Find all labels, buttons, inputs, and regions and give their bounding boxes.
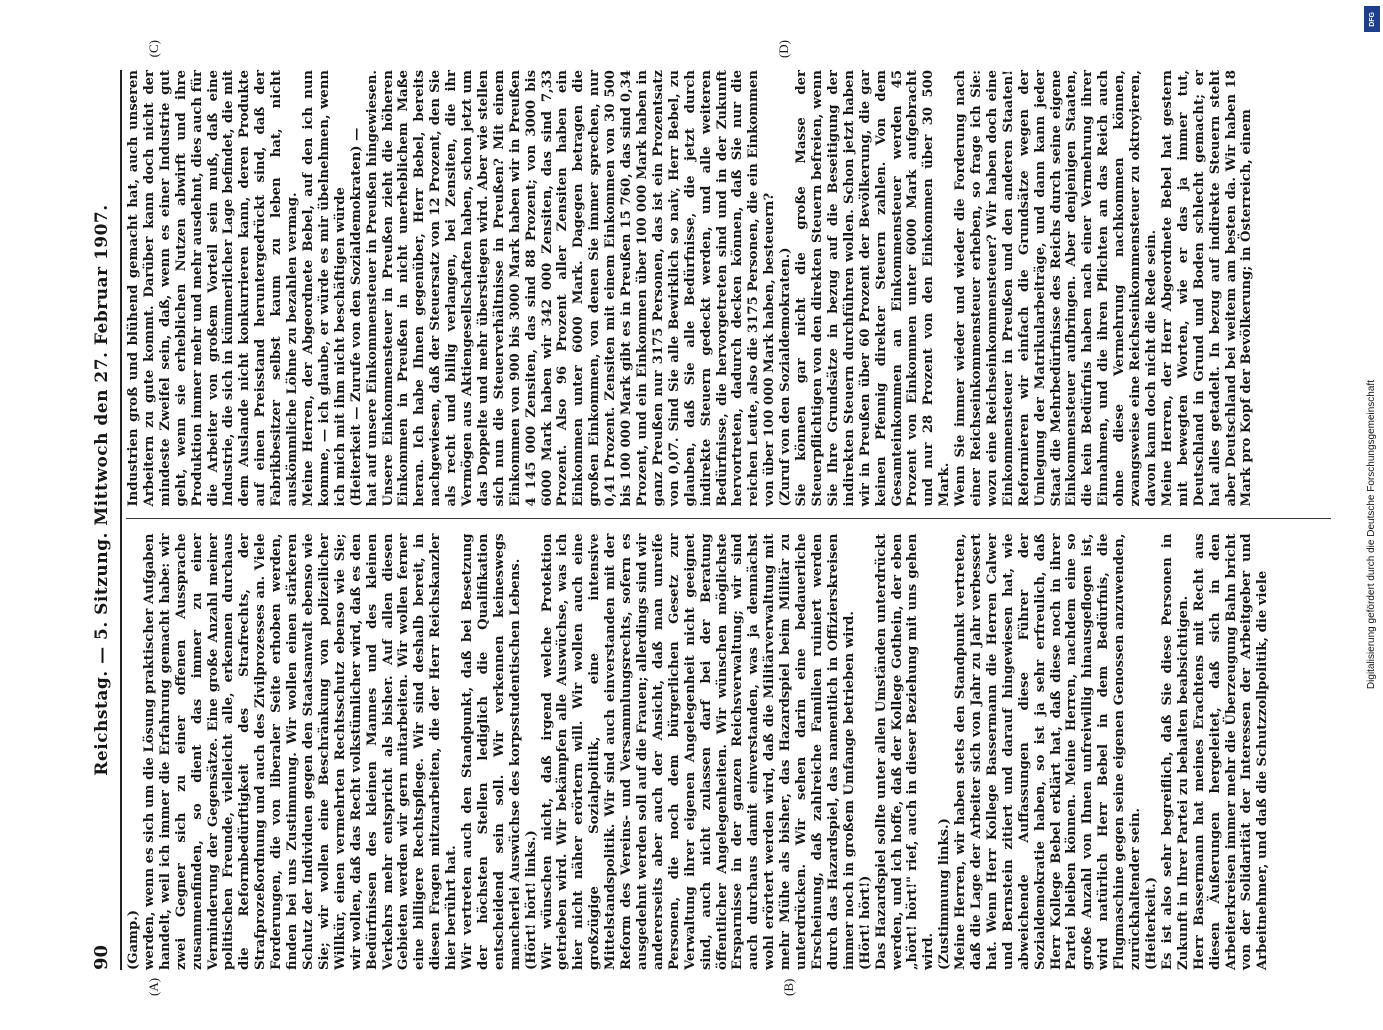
newspaper-page (85, 40, 1340, 1000)
column-right (126, 40, 1331, 520)
digitization-credit-text: Digitalisierung gefördert durch die Deutsche Forschungsgemeinschaft (1365, 380, 1377, 690)
dfg-logo-text: DFG (1368, 11, 1376, 27)
page-header (91, 70, 122, 970)
margin-marker-d: (D) (776, 40, 791, 59)
column-text-left: (Gamp.) werden, wenn es sich um die Lösung praktischer Aufgaben handelt, weil ich immer die Erfahrung gemacht habe: wir zwei Gegner sich zu einer offenen Aussprache zusammenfinden, so dient das immer zu einer Verminderung der Gegensätze. Eine große Anzahl meiner politischen Freunde, vielleicht alle, erkennen durchaus die Reformbedürftigkeit des Strafrechts, der Strafprozeßordnung und auch des Zivilprozesses an. Viele Forderungen, die von liberaler Seite erhoben werden, finden bei uns Zustimmung. Wir wollen einen stärkeren Schutz der Individuen gegen den Staatsanwalt ebenso wie Sie; wir wollen eine Beschränkung von polizeilicher Willkür, einen vermehrten Rechtsschutz ebenso wie Sie; wir wollen, daß das Recht volkstümlicher wird, daß es den Bedürfnissen des kleinen Mannes und des kleinen Verkehrs mehr entspricht als bisher. Auf allen diesen Gebieten werden wir gern mitarbeiten. Wir wollen ferner eine billigere Rechtspflege. Wir sind deshalb bereit, in diesen Fragen mitzuarbeiten, die der Herr Reichskanzler hier berührt hat. Wir vertreten auch den Standpunkt, daß bei Besetzung der höchsten Stellen lediglich die Qualifikation entscheidend sein soll. Wir verkennen keineswegs mancherlei Auswüchse des korpsstudentischen Lebens. (Hört! hört! links.) Wir wünschen nicht, daß irgend welche Protektion getrieben wird. Wir bekämpfen alle Auswüchse, was ich hier nicht näher erörtern will. Wir wollen auch eine großzügige Sozialpolitik, eine intensive Mittelstandspolitik. Wir sind auch einverstanden mit der Reform des Vereins- und Versammlungsrechts, sofern es ausgedehnt werden soll auf die Frauen; allerdings sind wir andererseits aber auch der Ansicht, daß man unreife Personen, die noch dem bürgerlichen Gesetz zur Verwaltung ihrer eigenen Angelegenheit nicht geeignet sind, auch nicht zulassen darf bei der Beratung öffentlicher Angelegenheiten. Wir wünschen möglichste Ersparnisse in der ganzen Reichsverwaltung; wir sind auch durchaus damit einverstanden, was ja demnächst wohl erörtert werden wird, daß die Militärverwaltung mit mehr Mühe als bisher, das Hazardspiel beim Militär zu unterdrücken. Wir sehen darin eine bedauerliche Erscheinung, daß zahlreiche Familien ruiniert werden durch das Hazardspiel, das namentlich in Offizierskreisen immer noch in großem Umfange betrieben wird. (Hört! hört!) Das Hazardspiel sollte unter allen Umständen unterdrückt werden, und ich hoffe, daß der Kollege Gothein, der eben „hört! hört!" rief, auch in dieser Beziehung mit uns gehen wird. (Zustimmung links.) Meine Herren, wir haben stets den Standpunkt vertreten, daß die Lage der Arbeiter sich von Jahr zu Jahr verbessert hat. Wenn Herr Kollege Bassermann die Herren Calwer und Bernstein zitiert und darauf hingewiesen hat, wie abweichende Auffassungen diese Führer der Sozialdemokratie haben, so ist ja sehr erfreulich, daß Herr Kollege Bebel erklärt hat, daß diese noch in ihrer Partei bleiben können. Meine Herren, nachdem eine so große Anzahl von Ihnen unfreiwillig hinausgeflogen ist, wird natürlich Herr Bebel in dem Bedürfnis, die Flugmaschine gegen seine eigenen Genossen anzuwenden, zurückhaltender sein. (Heiterkeit.) Es ist also sehr begreiflich, daß Sie diese Personen in Zukunft in Ihrer Partei zu behalten beabsichtigen. Herr Bassermann hat meines Erachtens mit Recht aus diesen Äußerungen hergeleitet, daß sich in den Arbeiterkreisen immer mehr die Überzeugung Bahn bricht von der Solidarität der Interessen der Arbeitgeber und Arbeitnehmer, und daß die Schutzzollpolitik, die viele (126, 533, 1271, 970)
page-number: 90 (91, 944, 112, 970)
dfg-logo (1364, 6, 1380, 32)
column-text-right: Industrien groß und blühend gemacht hat, auch unseren Arbeitern zu gute kommt. Darüber kann doch nicht der mindeste Zweifel sein, daß, wenn es einer Industrie gut geht, wenn sie erheblichen Nutzen abwirft und ihre Produktion immer mehr und mehr ausdehnt, dies auch für die Arbeiter von großem Vorteil sein muß, daß eine Industrie, die sich in kümmerlicher Lage befindet, die mit dem Auslande nicht konkurrieren kann, deren Produkte auf einen Preisstand heruntergedrückt sind, daß der Fabrikbesitzer selbst kaum zu leben hat, nicht auskömmliche Löhne zu bezahlen vermag. Meine Herren, der Abgeordnete Bebel, auf den ich nun komme, — ich glaube, er würde es mir übelnehmen, wenn ich mich mit ihm nicht beschäftigen würde (Heiterkeit — Zurufe von den Sozialdemokraten) — hat auf unsere Einkommensteuer in Preußen hingewiesen. Unsere Einkommensteuer in Preußen zieht die höheren Einkommen in Preußen in nicht unerheblichem Maße heran. Ich habe Ihnen gegenüber, Herr Bebel, bereits nachgewiesen, daß der Steuersatz von 12 Prozent, den Sie als recht und billig verlangen, bei Zensiten, die ihr Vermögen aus Aktiengesellschaften haben, schon jetzt um das Doppelte und mehr überstiegen wird. Aber wie stellen sich nun die Steuerverhältnisse in Preußen? Mit einem Einkommen von 900 bis 3000 Mark haben wir in Preußen 4 145 000 Zensiten, das sind 88 Prozent; von 3000 bis 6000 Mark haben wir 342 000 Zensiten, das sind 7,33 Prozent. Also 96 Prozent aller Zensiten haben ein Einkommen unter 6000 Mark. Dagegen betragen die großen Einkommen, von denen Sie immer sprechen, nur 0,41 Prozent. Zensiten mit einem Einkommen von 30 500 bis 100 000 Mark gibt es in Preußen 15 760, das sind 0,34 Prozent, und ein Einkommen über 100 000 Mark haben in ganz Preußen nur 3175 Personen, das ist ein Prozentsatz von 0,07. Sind Sie alle Bewirklich so naiv, Herr Bebel, zu glauben, daß Sie alle Bedürfnisse, die jetzt durch indirekte Steuern gedeckt werden, und alle weiteren Bedürfnisse, die hervorgetreten sind und in der Zukunft hervortreten, dadurch decken können, daß Sie nur die reichen Leute, also die 3175 Personen, die ein Einkommen von über 100 000 Mark haben, besteuern? (Zuruf von den Sozialdemokraten.) Sie können gar nicht die große Masse der Steuerpflichtigen von den direkten Steuern befreien, wenn Sie Ihre Grundsätze in bezug auf die Beseitigung der indirekten Steuern durchführen wollen. Schon jetzt haben wir in Preußen über 60 Prozent der Bevölkerung, die gar keinen Pfennig direkter Steuern zahlen. Von dem Gesamteinkommen an Einkommensteuer werden 45 Prozent von Einkommen unter 6000 Mark aufgebracht und nur 28 Prozent von den Einkommen über 30 500 Mark. Wenn Sie immer wieder und wieder die Forderung nach einer Reichseinkommensteuer erheben, so frage ich Sie: wozu eine Reichseinkommensteuer? Wir haben doch eine Einkommensteuer in Preußen und den anderen Staaten! Reformieren wir einfach die Grundsätze wegen der Umlegung der Matrikularbeiträge, und dann kann jeder Staat die Mehrbedürfnisse des Reichs durch seine eigene Einkommensteuer aufbringen. Aber denjenigen Staaten, die kein Bedürfnis haben nach einer Vermehrung ihrer Einnahmen, und die ihren Pflichten an das Reich auch ohne diese Vermehrung nachkommen können, zwangsweise eine Reichseinkommensteuer zu oktroyieren, davon kann doch nicht die Rede sein. Meine Herren, der Herr Abgeordnete Bebel hat gestern mit bewegten Worten, wie er das ja immer tut, Deutschland in Grund und Boden schlecht gemacht; er hat alles getadelt. In bezug auf indirekte Steuern steht aber Deutschland bei weitem am besten da. Wir haben 18 Mark pro Kopf der Bevölkerung; in Österreich, einem (126, 70, 1255, 507)
running-head: Reichstag. — 5. Sitzung. Mittwoch den 27. Februar 1907. (92, 204, 112, 776)
margin-marker-b: (B) (781, 978, 796, 996)
digitization-credit (1363, 40, 1379, 1030)
margin-marker-a: (A) (146, 977, 161, 996)
column-left (126, 533, 1331, 996)
margin-marker-c: (C) (146, 40, 161, 58)
text-columns (122, 40, 1331, 996)
